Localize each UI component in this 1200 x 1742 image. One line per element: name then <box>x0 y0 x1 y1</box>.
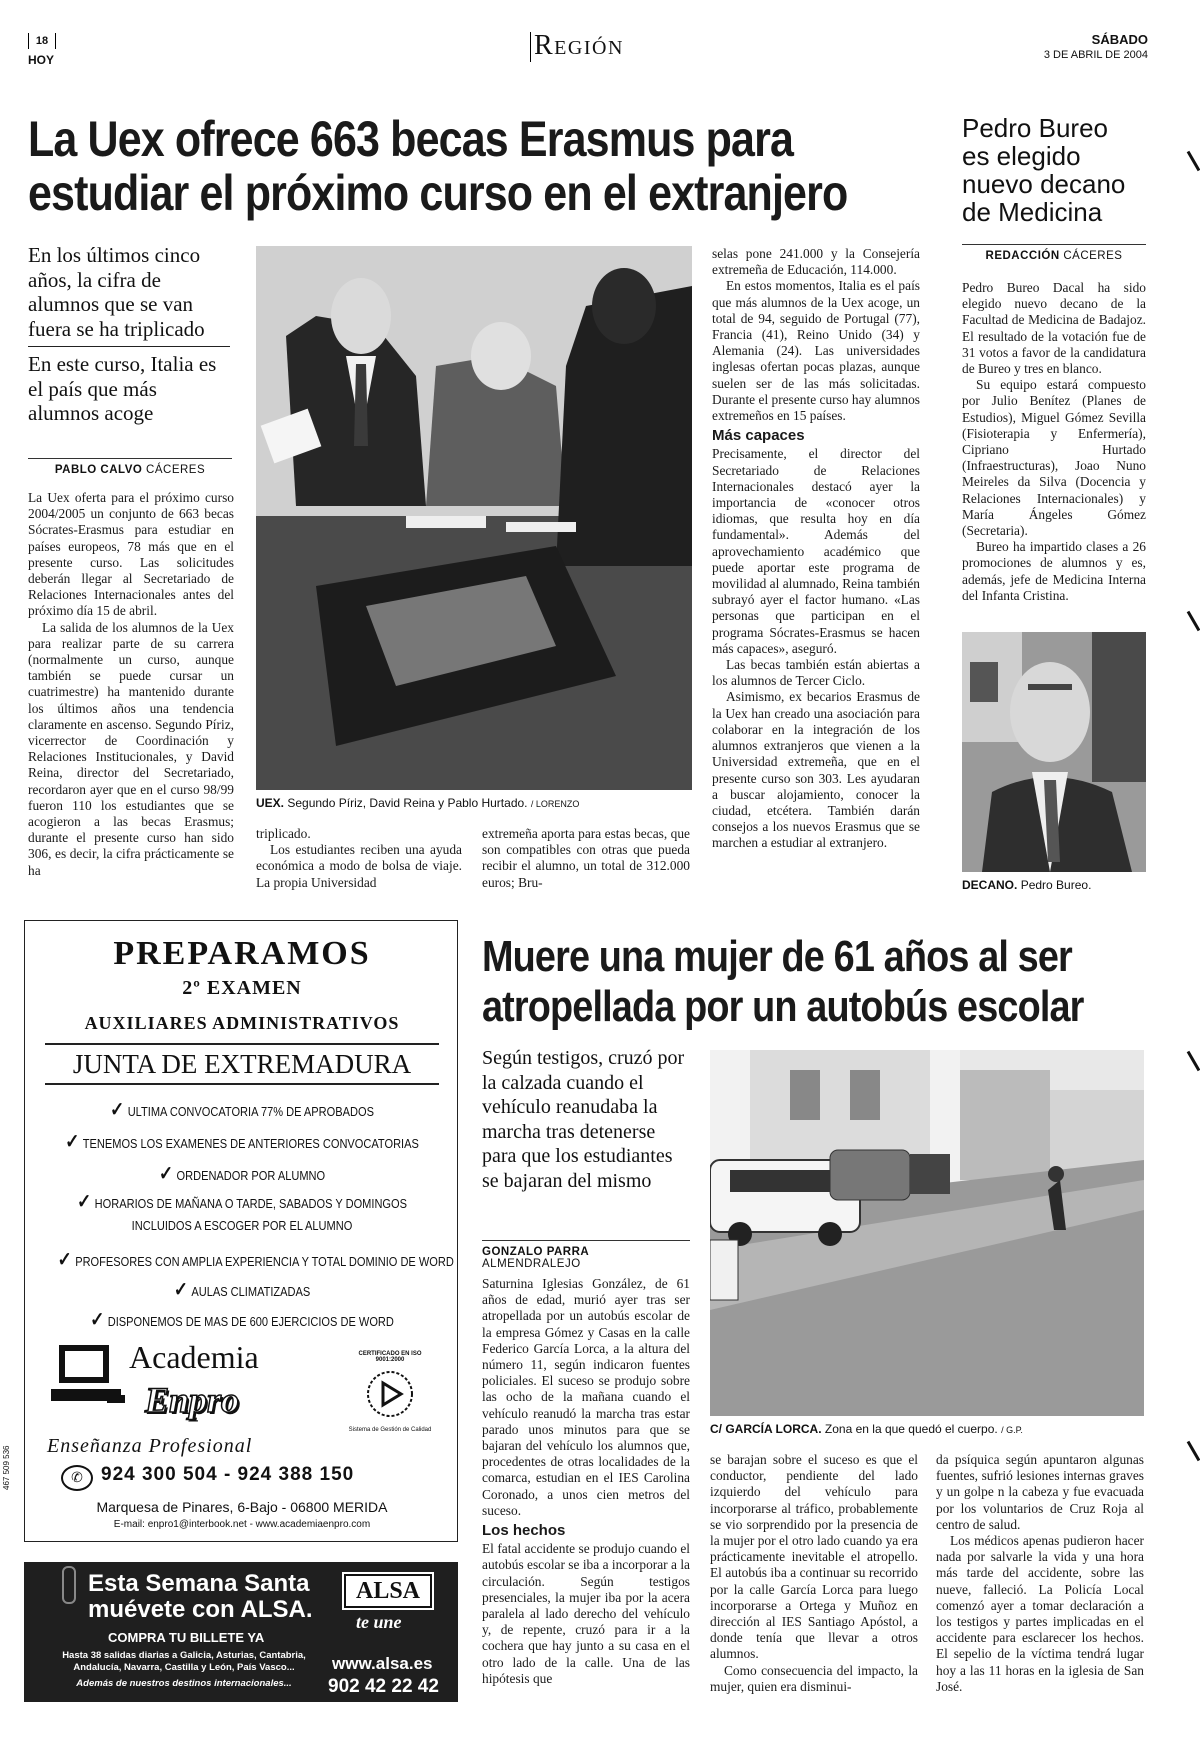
alsa-logo: ALSA <box>344 1574 432 1608</box>
article2-photo <box>962 632 1146 872</box>
alsa-ad <box>24 1562 458 1702</box>
article1-col4 <box>712 246 920 852</box>
article3-p3: se barajan sobre el suceso es que el conductor, pendiente del lado izquierdo del vehículo para incorporarse al tráfico, probablemente se vio sorprendido por la presencia de la mujer por el otro lado cuando ya era prácticamente inevitable el atropello. El autobús iba a continuar su recorrido por la calle García Lorca para luego incorporarse a Ortega y Muñoz en dirección al IES Santiago Apóstol, a donde tenía que llevar a otros alumnos. <box>710 1452 918 1662</box>
check-icon: ✓ <box>158 1163 174 1185</box>
ad-phones: 924 300 504 - 924 388 150 <box>101 1464 355 1485</box>
article1-deck2: En este curso, Italia es el país que más alumnos acoge <box>28 352 217 425</box>
article2-p1: Pedro Bureo Dacal ha sido elegido nuevo decano de la Facultad de Medicina de Badajoz. El resultado de la votación fue de 31 votos a favor de la candidatura de Bureo y tres en blanco. <box>962 280 1146 377</box>
article1-col2-p2: Los estudiantes reciben una ayuda económica a modo de bolsa de viaje. La propia Universidad <box>256 842 462 890</box>
ad-item-5: ✓ AULAS CLIMATIZADAS <box>173 1279 311 1301</box>
ad-line4: JUNTA DE EXTREMADURA <box>72 1049 412 1079</box>
article2-caption-text: Pedro Bureo. <box>1020 878 1092 892</box>
check-icon: ✓ <box>77 1191 92 1213</box>
article3-p4: Como consecuencia del impacto, la mujer, quien era disminui- <box>710 1662 918 1694</box>
article1-headline-line1: La Uex ofrece 663 becas Erasmus para <box>28 111 794 167</box>
article1-caption-text: Segundo Píriz, David Reina y Pablo Hurtado. <box>287 796 528 810</box>
article3-caption-credit: / G.P. <box>1001 1425 1023 1435</box>
article1-caption-bold: UEX. <box>256 796 285 810</box>
article1-deck1: En los últimos cinco años, la cifra de alumnos que se van fuera se ha triplicado <box>28 243 205 341</box>
alsa-line2: muévete con ALSA. <box>88 1596 313 1623</box>
ad-side-code: 467 509 536 <box>2 1445 11 1490</box>
article3-byline <box>482 1240 690 1270</box>
article3-col3 <box>936 1452 1144 1695</box>
check-icon: ✓ <box>57 1249 72 1271</box>
article1-photo-caption <box>256 796 696 810</box>
page-number: 18 <box>35 35 49 47</box>
check-icon: ✓ <box>65 1131 80 1153</box>
alsa-line4: Hasta 38 salidas diarias a Galicia, Asturias, Cantabria, Andalucía, Navarra, Castilla y León, País Vasco... <box>62 1650 306 1673</box>
ad-cert-sub: Sistema de Gestión de Calidad <box>348 1427 432 1433</box>
alsa-line3: COMPRA TU BILLETE YA <box>108 1630 265 1645</box>
portrait-illustration <box>962 632 1146 872</box>
article1-byline <box>28 458 232 476</box>
ad-tagline: Enseñanza Profesional <box>47 1435 253 1457</box>
article1-byline-name: PABLO CALVO <box>54 464 143 476</box>
header-date: 3 DE ABRIL DE 2004 <box>1043 49 1148 61</box>
check-icon: ✓ <box>173 1279 188 1301</box>
article3-col2 <box>710 1452 918 1695</box>
article3-subhead: Los hechos <box>482 1522 566 1540</box>
computer-icon <box>47 1343 127 1407</box>
article3-p1: Saturnina Iglesias González, de 61 años de edad, murió ayer tras ser atropellada por un autobús escolar de la empresa Gómez y Casas en la calle Federico García Lorca, a la altura del número 11, según indicaron fuentes policiales. El suceso se produjo sobre las ocho de la mañana cuando el vehículo reanudó la marcha tras estar parado unos minutos para que se bajaran del vehículo los alumnos que, procedentes de otras localidades de la comarca, estudian en el IES Carolina Coronado, a unos cien metros del suceso. <box>482 1276 690 1518</box>
ad-item-3: ✓ HORARIOS DE MAÑANA O TARDE, SABADOS Y DOMINGOS INCLUIDOS A ESCOGER POR EL ALUMNO <box>77 1191 407 1233</box>
ad-cert: CERTIFICADO EN ISO 9001:2000 <box>358 1351 422 1363</box>
alsa-slogan: te une <box>356 1612 402 1632</box>
article1-col2 <box>256 826 462 891</box>
article1-byline-place: CÁCERES <box>146 464 206 476</box>
article1-col1-p2: La salida de los alumnos de la Uex para realizar parte de su carrera (normalmente un curso, aunque también se puede cursar un cuatrimestre) ha mantenido durante los últimos años una tendencia claramente en ascenso. Segundo Píriz, vicerrector de Coordinación y Relaciones Institucionales, y David Reina, director del Secretariado, recordaron ayer que en el curso 98/99 fueron 110 los estudiantes que se acogieron a las becas Erasmus; durante el presente curso han sido 306, es decir, la cifra prácticamente se ha <box>28 619 234 878</box>
article1-col4-p2: En estos momentos, Italia es el país que más alumnos de la Uex acoge, un total de 94, seguido de Portugal (77), Francia (41), Reino Unido (34) y Alemania (24). Las universidades inglesas ofertan pocas plazas, aunque suelen ser de las más solicitadas. Durante el presente curso hay alumnos extremeños en 15 países. <box>712 278 920 424</box>
ad-brand1: Academia <box>129 1339 259 1375</box>
ad-brand2: Enpro <box>145 1380 240 1420</box>
article1-col1-p1: La Uex oferta para el próximo curso 2004/2005 un conjunto de 663 becas Sócrates-Erasmus para estudiar en países europeos, 78 más que en el presente curso. Las solicitudes deberán llegar al Secretariado de Relaciones Internacionales antes del próximo día 15 de abril. <box>28 490 234 619</box>
header-divider <box>530 32 531 62</box>
ad-line3: AUXILIARES ADMINISTRATIVOS <box>84 1013 400 1033</box>
article3-caption-text: Zona en la que quedó el cuerpo. <box>824 1422 998 1436</box>
article2-headline: Pedro Bureo es elegido nuevo decano de Medicina <box>962 113 1126 227</box>
article1-col2-p1: triplicado. <box>256 826 311 841</box>
article3-headline-line2: atropellada por un autobús escolar <box>482 982 1084 1031</box>
article3-byline-name: GONZALO PARRA <box>482 1246 590 1258</box>
article2-caption <box>962 878 1146 892</box>
article1-col3-p1: extremeña aporta para estas becas, que son compatibles con otras que pueda recibir el alumno, un total de 312.000 euros; Bru- <box>482 826 690 890</box>
article2-caption-bold: DECANO. <box>962 878 1018 892</box>
check-icon: ✓ <box>110 1099 125 1121</box>
street-illustration <box>710 1050 1144 1416</box>
scan-mark <box>1187 151 1200 172</box>
ad-item-6: ✓ DISPONEMOS DE MAS DE 600 EJERCICIOS DE WORD <box>90 1309 394 1331</box>
paper-name: HOY <box>28 53 55 67</box>
article3-byline-place: ALMENDRALEJO <box>482 1258 581 1270</box>
article2-p3: Bureo ha impartido clases a 26 promociones de alumnos y es, además, jefe de Medicina Interna del Infanta Cristina. <box>962 539 1146 603</box>
article1-col4-p1: selas pone 241.000 y la Consejería extremeña de Educación, 114.000. <box>712 246 920 278</box>
article3-p5: da psíquica según apuntaron algunas fuentes, sufrió lesiones internas graves y un golpe n la cabeza y fue evacuada por los voluntarios de Cruz Roja al centro de salud. <box>936 1452 1144 1532</box>
article2-byline-place: CÁCERES <box>1063 250 1123 262</box>
ad-item-2: ✓ ORDENADOR POR ALUMNO <box>158 1163 326 1185</box>
ad-email: E-mail: enpro1@interbook.net - www.academiaenpro.com <box>113 1519 371 1530</box>
phone-icon: ✆ <box>61 1465 93 1491</box>
article1-col3 <box>482 826 690 891</box>
meeting-illustration <box>256 246 692 790</box>
scan-mark <box>1187 611 1200 632</box>
article3-photo <box>710 1050 1144 1416</box>
ad-rule-top <box>45 1043 439 1045</box>
ad-subtitle: 2º EXAMEN <box>182 977 302 999</box>
article1-subhead: Más capaces <box>712 427 805 445</box>
certification-seal-icon <box>365 1369 415 1419</box>
alsa-line5: Además de nuestros destinos internacionales... <box>76 1678 292 1689</box>
ad-rule-bottom <box>45 1083 439 1085</box>
ad-item-0: ✓ ULTIMA CONVOCATORIA 77% DE APROBADOS <box>110 1099 374 1121</box>
article2-byline-name: REDACCIÓN <box>985 250 1060 262</box>
alsa-web: www.alsa.es <box>332 1654 433 1673</box>
ad-item-4: ✓ PROFESORES CON AMPLIA EXPERIENCIA Y TOTAL DOMINIO DE WORD <box>57 1249 454 1271</box>
article3-deck: Según testigos, cruzó por la calzada cuando el vehículo reanudaba la marcha tras detenerse para que los estudiantes se bajaran del mismo <box>482 1047 685 1192</box>
ad-item-1: ✓ TENEMOS LOS EXAMENES DE ANTERIORES CONVOCATORIAS <box>65 1131 419 1153</box>
ad-address: Marquesa de Pinares, 6-Bajo - 06800 MERIDA <box>96 1499 388 1515</box>
header-day: SÁBADO <box>1091 32 1148 47</box>
article3-p2: El fatal accidente se produjo cuando el autobús escolar se iba a incorporar a la circulación. Según testigos presenciales, la mujer iba por la acera paralela al lado derecho del vehículo y, de repente, cruzó para ir a la cochera que hay junto a su casa en el otro lado de la calle. Una de las hipótesis que <box>482 1541 690 1686</box>
article3-headline-line1: Muere una mujer de 61 años al ser <box>482 932 1072 981</box>
page-number-box <box>28 33 56 49</box>
article1-col4-p4: Las becas también están abiertas a los alumnos de Tercer Ciclo. <box>712 657 920 689</box>
article2-body <box>962 280 1146 604</box>
academy-ad <box>24 920 458 1542</box>
article1-col4-p5: Asimismo, ex becarios Erasmus de la Uex han creado una asociación para colaborar en la integración de los alumnos extranjeros que vienen a la Universidad extremeña, que en el presente curso son 303. Les ayudaran a buscar alojamiento, conocer la ciudad, etcétera. También darán consejos a los nuevos Erasmus que se marchen a estudiar al extranjero. <box>712 689 920 851</box>
scan-mark <box>1187 1051 1200 1072</box>
article1-col1 <box>28 490 234 879</box>
article1-caption-credit: / LORENZO <box>530 799 580 809</box>
article3-caption-bold: C/ GARCÍA LORCA. <box>710 1422 822 1436</box>
article1-headline-line2: estudiar el próximo curso en el extranjero <box>28 165 848 221</box>
check-icon: ✓ <box>90 1309 105 1331</box>
article3-p6: Los médicos apenas pudieron hacer nada por salvarle la vida y una hora más tarde del accidente, sobre las nueve, falleció. La Policía Local comenzó ayer a tomar declaración a los testigos y partes implicadas en el accidente para esclarecer los hechos. El sepelio de la víctima tendrá lugar hoy a las 11 horas en la iglesia de San José. <box>936 1533 1144 1694</box>
article3-caption <box>710 1422 1144 1436</box>
section-title: Región <box>534 30 624 61</box>
article1-photo <box>256 246 692 790</box>
deck-divider <box>28 346 230 347</box>
article2-byline <box>962 244 1146 262</box>
article3-col1 <box>482 1276 690 1687</box>
article1-col4-p3: Precisamente, el director del Secretariado de Relaciones Internacionales destacó ayer la importancia de «conocer otros idiomas, que resulta hoy en día fundamental». Además del aprovechamiento académico que puede aportar este programa de movilidad al alumnado, Reina también subrayó ayer el factor humano. «Las personas que participan en el programa Sócrates-Erasmus se hacen más capaces», aseguró. <box>712 446 920 656</box>
alsa-phone: 902 42 22 42 <box>328 1676 439 1697</box>
paperclip-icon <box>62 1566 76 1604</box>
scan-mark <box>1187 1441 1200 1462</box>
article2-p2: Su equipo estará compuesto por Julio Benítez (Planes de Estudios), Miguel Gómez Sevilla (Fisioterapia y Enfermería), Cipriano Hurtado (Infraestructuras), Joao Nuno Meireles da Silva (Docencia y Relaciones Internacionales) y María Ángeles Gómez (Secretaria). <box>962 377 1146 539</box>
ad-title: PREPARAMOS <box>113 935 371 972</box>
alsa-line1: Esta Semana Santa <box>88 1570 310 1597</box>
